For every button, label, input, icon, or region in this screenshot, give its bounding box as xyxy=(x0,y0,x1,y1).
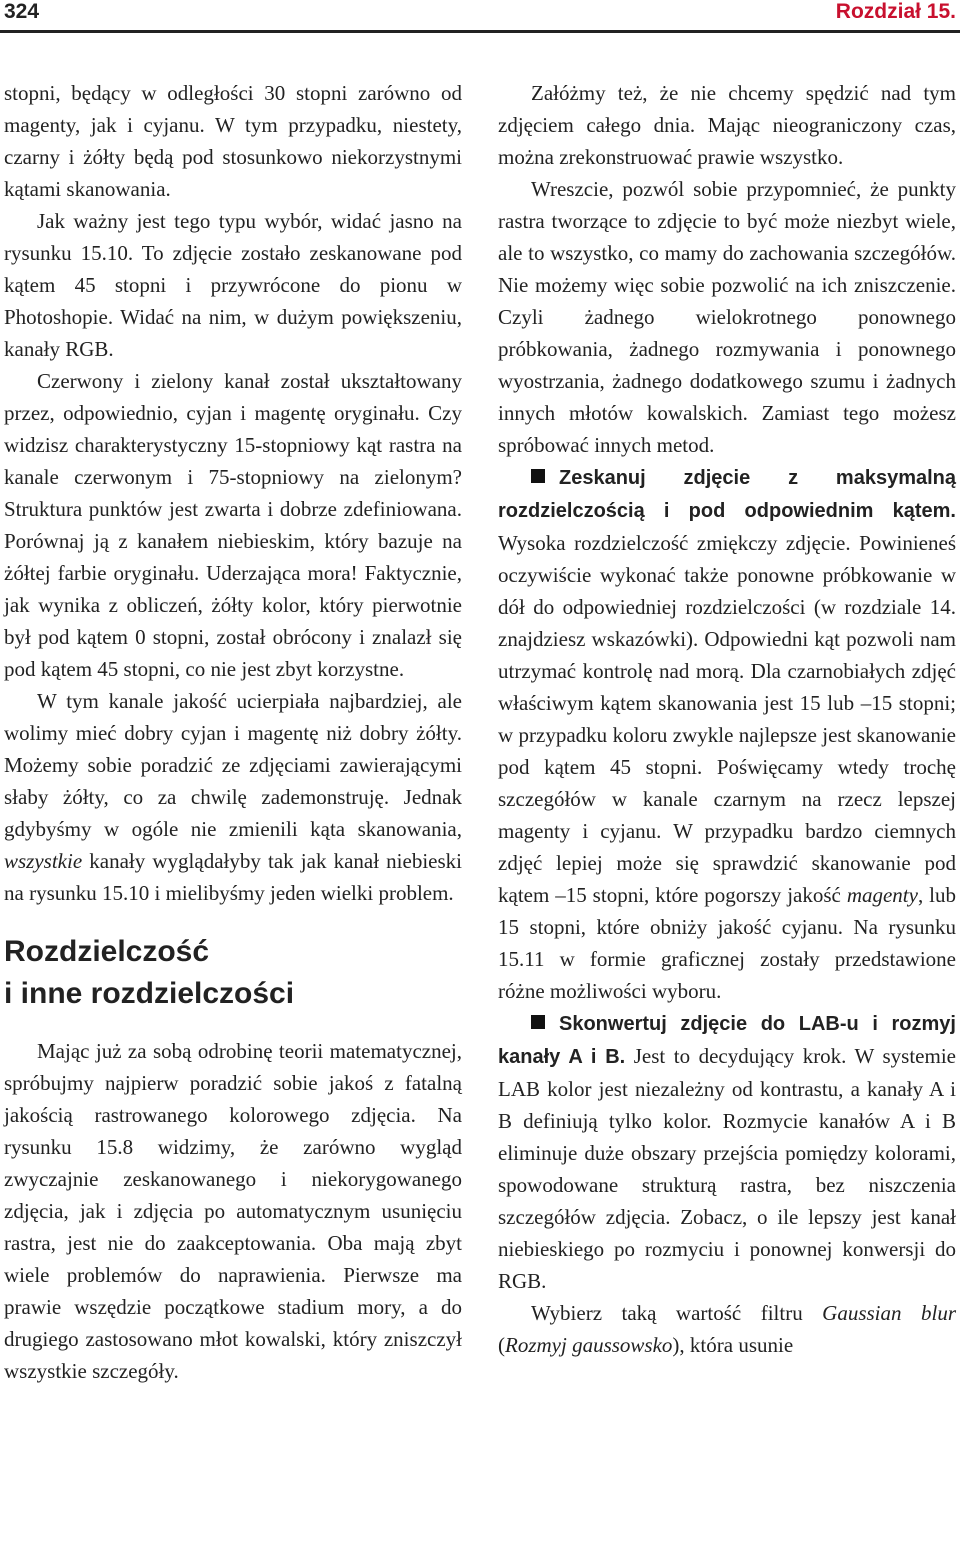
tip-paragraph xyxy=(498,1007,956,1297)
tip-paragraph xyxy=(498,461,956,1007)
emphasis: Gaussian blur xyxy=(822,1301,956,1325)
page-number: 324 xyxy=(4,0,40,23)
paragraph xyxy=(498,1297,956,1361)
text-run: ( xyxy=(498,1333,505,1357)
page-header xyxy=(0,0,960,30)
paragraph: Wreszcie, pozwól sobie przypomnieć, że punkty rastra tworzące to zdjęcie to być może niezbyt wiele, ale to wszystko, co mamy do zachowania szczegółów. Nie możemy więc sobie pozwolić na ich zniszczenie. Czyli żadnego wielokrotnego ponownego próbkowania, żadnego rozmywania i ponownego wyostrzania, żadnego dodatkowego szumu i żadnych innych młotów kowalskich. Zamiast tego możesz spróbować innych metod. xyxy=(498,177,956,457)
paragraph: Załóżmy też, że nie chcemy spędzić nad tym zdjęciem całego dnia. Mając nieograniczony czas, można zrekonstruować prawie wszystko. xyxy=(498,81,956,169)
right-column xyxy=(498,77,956,1361)
text-run: ), która usunie xyxy=(672,1333,794,1357)
text-run: Wybierz taką wartość filtru xyxy=(531,1301,823,1325)
left-column xyxy=(4,77,462,1387)
heading-line: Rozdzielczość xyxy=(4,935,210,968)
text-run: kanały wyglądałyby tak jak kanał niebieski na rysunku 15.10 i mielibyśmy jeden wielki problem. xyxy=(4,849,462,905)
tip-lead: Zeskanuj zdjęcie z maksymalną rozdzielczością i pod odpowiednim kątem. xyxy=(498,467,956,522)
chapter-title: Rozdział 15. xyxy=(835,0,956,23)
text-run: Wysoka rozdzielczość zmiękczy zdjęcie. Powinieneś oczywiście wykonać także ponowne próbkowanie w dół do odpowiedniej rozdzielczości (w rozdziale 14. znajdziesz wskazówki). Odpowiedni kąt pozwoli nam utrzymać kontrolę nad morą. Dla czarnobiałych zdjęć właściwym kątem skanowania jest 15 lub –15 stopni; w przypadku koloru zwykle najlepsze jest skanowanie pod kątem 45 stopni. Poświęcamy wtedy trochę szczegółów w kanale czarnym na rzecz lepszej magenty i cyjanu. W przypadku bardzo ciemnych zdjęć lepiej może się sprawdzić skanowanie pod kątem –15 stopni, które pogorszy jakość xyxy=(498,531,956,907)
paragraph xyxy=(4,685,462,909)
text-run: W tym kanale jakość ucierpiała najbardziej, ale wolimy mieć dobry cyjan i magentę niż dobry żółty. Możemy sobie poradzić ze zdjęciami zawierającymi słaby żółty, co za chwilę zademonstruję. Jednak gdybyśmy w ogóle nie zmienili kąta skanowania, xyxy=(4,689,462,841)
emphasis: wszystkie xyxy=(4,849,83,873)
tip-lead: Skonwertuj zdjęcie do LAB-u i rozmyj kanały A i B. xyxy=(498,1013,956,1068)
paragraph: Czerwony i zielony kanał został ukształtowany przez, odpowiednio, cyjan i magentę oryginału. Czy widzisz charakterystyczny 15-stopniowy kąt rastra na kanale czerwonym i 75-stopniowy na zielonym? Struktura punktów jest zwarta i dobrze zdefiniowana. Porównaj ją z kanałem niebieskim, który bazuje na żółtej farbie oryginału. Uderzająca mora! Faktycznie, jak wynika z obliczeń, żółty kolor, który pierwotnie był pod kątem 0 stopni, został obrócony i znalazł się pod kątem 45 stopni, co nie jest zbyt korzystne. xyxy=(4,369,462,681)
paragraph: Mając już za sobą odrobinę teorii matematycznej, spróbujmy najpierw poradzić sobie jakoś z fatalną jakością rastrowanego kolorowego zdjęcia. Na rysunku 15.8 widzimy, że zarówno wygląd zwyczajnie zeskanowanego i niekorygowanego zdjęcia, jak i zdjęcia po automatycznym usunięciu rastra, jest nie do zaakceptowania. Oba mają zbyt wiele problemów do naprawienia. Pierwsze ma prawie wszędzie początkowe stadium mory, a do drugiego zastosowano młot kowalski, który zniszczył wszystkie szczegóły. xyxy=(4,1039,462,1383)
emphasis: magenty xyxy=(846,883,918,907)
paragraph: Jak ważny jest tego typu wybór, widać jasno na rysunku 15.10. To zdjęcie zostało zeskanowane pod kątem 45 stopni i przywrócone do pionu w Photoshopie. Widać na nim, w dużym powiększeniu, kanały RGB. xyxy=(4,209,462,361)
text-run: , lub 15 stopni, które obniży jakość cyjanu. Na rysunku 15.11 w formie graficznej zostały przedstawione różne możliwości wyboru. xyxy=(498,883,956,1003)
header-rule xyxy=(0,30,960,33)
square-bullet-icon xyxy=(531,1015,545,1029)
heading-line: i inne rozdzielczości xyxy=(4,977,295,1010)
section-heading xyxy=(4,931,462,1015)
text-run: Jest to decydujący krok. W systemie LAB kolor jest niezależny od kontrastu, a kanały A i B definiują tylko kolor. Rozmycie kanałów A i B eliminuje duże obszary przejścia pomiędzy kolorami, spowodowane strukturą rastra, bez niszczenia szczegółów zdjęcia. Zobacz, o ile lepszy jest kanał niebieskiego po rozmyciu i ponownej konwersji do RGB. xyxy=(498,1044,956,1293)
paragraph: stopni, będący w odległości 30 stopni zarówno od magenty, jak i cyjanu. W tym przypadku, niestety, czarny i żółty będą pod stosunkowo niekorzystnymi kątami skanowania. xyxy=(4,81,462,201)
square-bullet-icon xyxy=(531,469,545,483)
emphasis: Rozmyj gaussowsko xyxy=(505,1333,673,1357)
